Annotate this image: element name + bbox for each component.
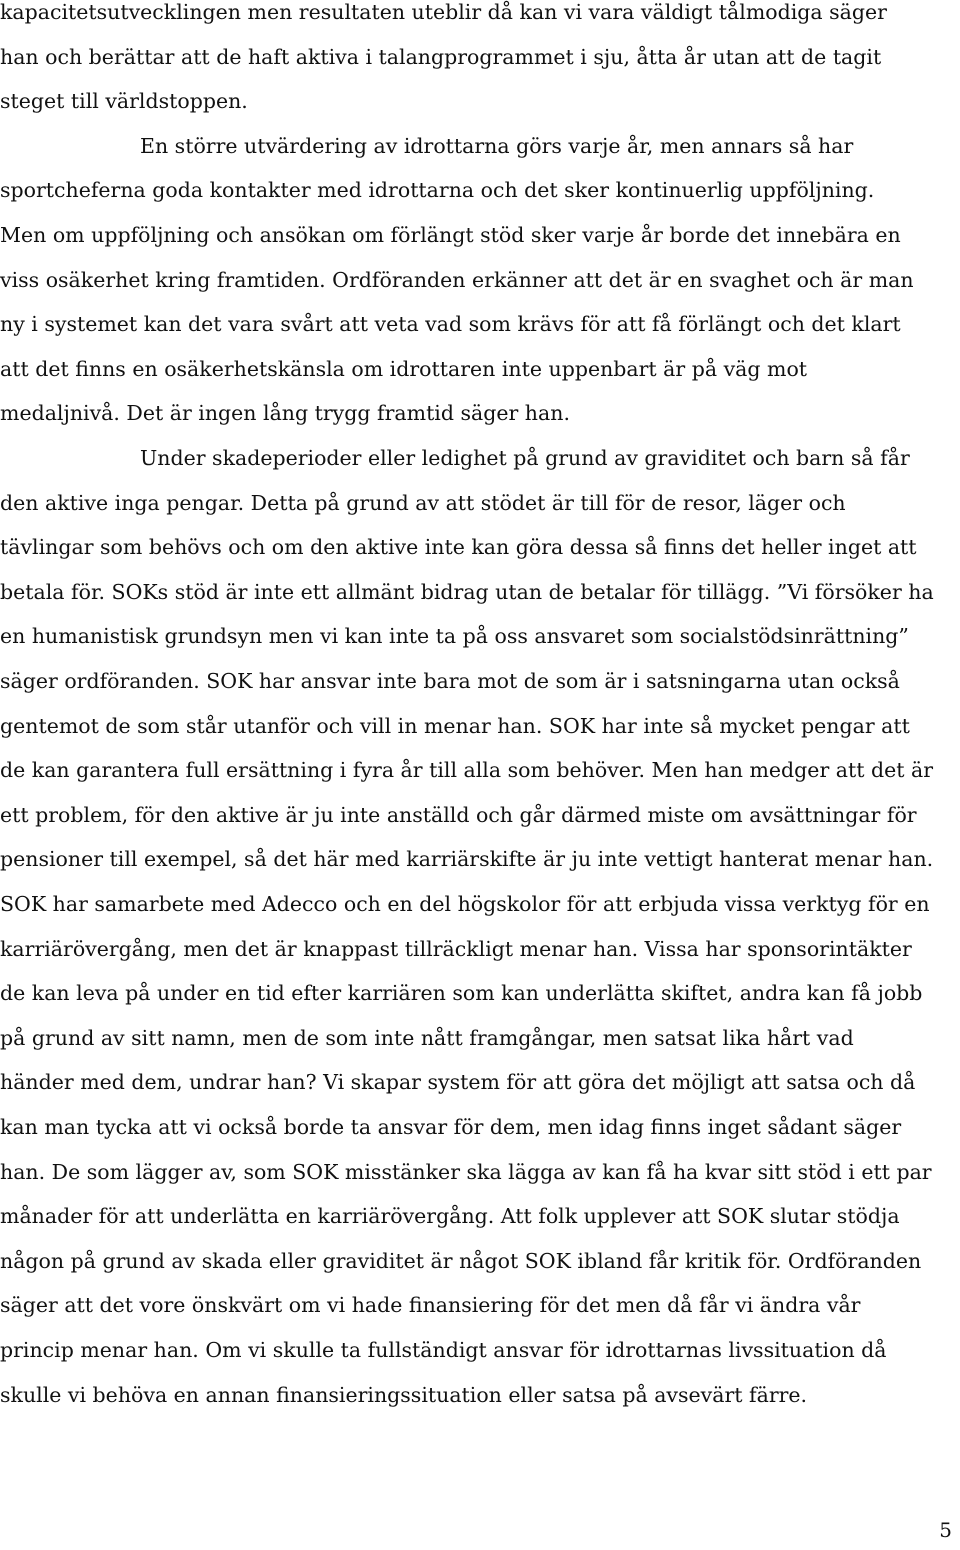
text-line: han och berättar att de haft aktiva i talangprogrammet i sju, åtta år utan att de tagit xyxy=(0,45,882,69)
text-line-indented: En större utvärdering av idrottarna görs varje år, men annars så har xyxy=(140,134,854,158)
text-line: händer med dem, undrar han? Vi skapar system för att göra det möjligt att satsa och då xyxy=(0,1070,916,1094)
text-line: den aktive inga pengar. Detta på grund av att stödet är till för de resor, läger och xyxy=(0,491,846,515)
text-line: viss osäkerhet kring framtiden. Ordföranden erkänner att det är en svaghet och är man xyxy=(0,268,914,292)
text-line: skulle vi behöva en annan finansieringssituation eller satsa på avsevärt färre. xyxy=(0,1383,808,1407)
text-line-indented: Under skadeperioder eller ledighet på grund av graviditet och barn så får xyxy=(140,446,910,470)
text-line: någon på grund av skada eller graviditet är något SOK ibland får kritik för. Ordföranden xyxy=(0,1249,922,1273)
text-line: han. De som lägger av, som SOK misstänker ska lägga av kan få ha kvar sitt stöd i ett par xyxy=(0,1160,932,1184)
text-line: Men om uppföljning och ansökan om förlängt stöd sker varje år borde det innebära en xyxy=(0,223,901,247)
text-line: på grund av sitt namn, men de som inte nått framgångar, men satsat lika hårt vad xyxy=(0,1026,854,1050)
text-line: medaljnivå. Det är ingen lång trygg framtid säger han. xyxy=(0,401,570,425)
page-number: 5 xyxy=(939,1518,952,1542)
text-line: SOK har samarbete med Adecco och en del högskolor för att erbjuda vissa verktyg för en xyxy=(0,892,930,916)
text-line: pensioner till exempel, så det här med karriärskifte är ju inte vettigt hanterat menar han. xyxy=(0,847,934,871)
text-line: sportcheferna goda kontakter med idrottarna och det sker kontinuerlig uppföljning. xyxy=(0,178,875,202)
text-line: de kan leva på under en tid efter karriären som kan underlätta skiftet, andra kan få jobb xyxy=(0,981,923,1005)
text-line: säger ordföranden. SOK har ansvar inte bara mot de som är i satsningarna utan också xyxy=(0,669,900,693)
text-line: betala för. SOKs stöd är inte ett allmänt bidrag utan de betalar för tillägg. ”Vi försöker ha xyxy=(0,580,934,604)
text-line: att det finns en osäkerhetskänsla om idrottaren inte uppenbart är på väg mot xyxy=(0,357,808,381)
text-line: kan man tycka att vi också borde ta ansvar för dem, men idag finns inget sådant säger xyxy=(0,1115,902,1139)
text-line: karriärövergång, men det är knappast tillräckligt menar han. Vissa har sponsorintäkter xyxy=(0,937,912,961)
text-line: ny i systemet kan det vara svårt att veta vad som krävs för att få förlängt och det klart xyxy=(0,312,901,336)
text-line: kapacitetsutvecklingen men resultaten uteblir då kan vi vara väldigt tålmodiga säger xyxy=(0,0,887,24)
text-line: princip menar han. Om vi skulle ta fullständigt ansvar för idrottarnas livssituation då xyxy=(0,1338,887,1362)
text-line: tävlingar som behövs och om den aktive inte kan göra dessa så finns det heller inget att xyxy=(0,535,917,559)
text-line: ett problem, för den aktive är ju inte anställd och går därmed miste om avsättningar för xyxy=(0,803,917,827)
text-line: de kan garantera full ersättning i fyra år till alla som behöver. Men han medger att det är xyxy=(0,758,934,782)
text-line: säger att det vore önskvärt om vi hade finansiering för det men då får vi ändra vår xyxy=(0,1293,861,1317)
text-line: månader för att underlätta en karriärövergång. Att folk upplever att SOK slutar stödja xyxy=(0,1204,900,1228)
text-line: gentemot de som står utanför och vill in menar han. SOK har inte så mycket pengar att xyxy=(0,714,910,738)
text-line: en humanistisk grundsyn men vi kan inte ta på oss ansvaret som socialstödsinrättning” xyxy=(0,624,909,648)
text-line: steget till världstoppen. xyxy=(0,89,248,113)
